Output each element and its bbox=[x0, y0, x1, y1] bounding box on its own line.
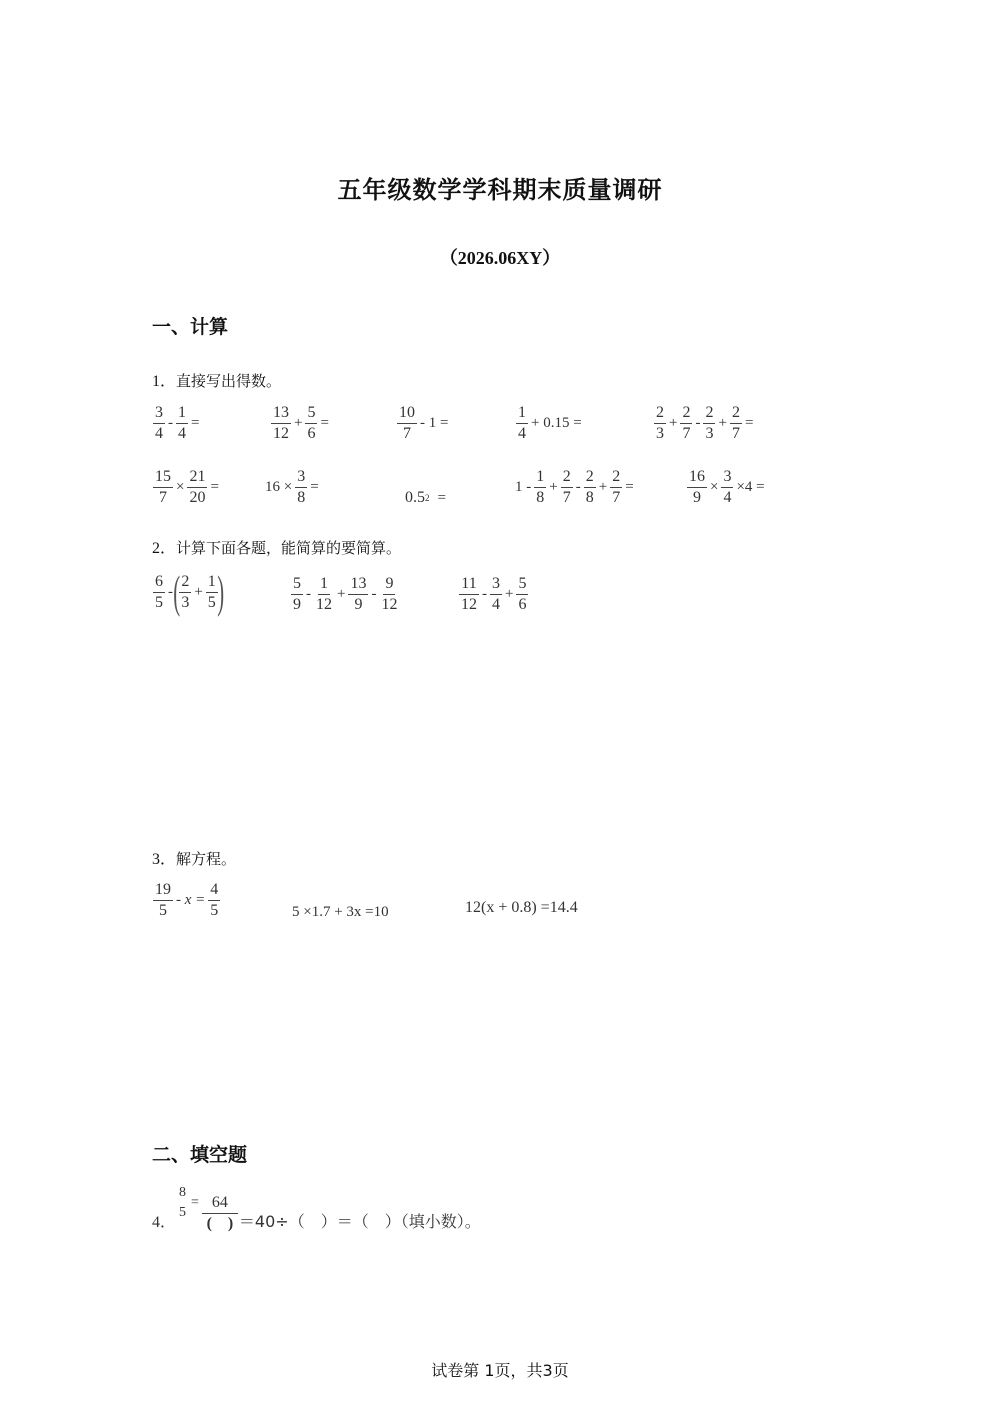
calculation-1: $\frac{6}{5}$ - ( $\frac{2}{3}$ + $\frac{1}{5}$ ) bbox=[155, 566, 224, 617]
expression-6: $\frac{15}{7}$ × $\frac{21}{20}$ = bbox=[155, 468, 219, 506]
expression-10: $\frac{16}{9}$ × $\frac{3}{4}$ ×4 = bbox=[689, 468, 765, 506]
equation-3: 12(x + 0.8) =14.4 bbox=[465, 899, 578, 916]
section-fill-blank-heading: 二、填空题 bbox=[152, 1144, 248, 1166]
equation-2: 5 ×1.7 + 3x =10 bbox=[292, 904, 389, 920]
question-1-number: 1． bbox=[152, 373, 177, 390]
calculation-2: $\frac{5}{9}$ - $\frac{1}{12}$ + $\frac{13}{9}$ - $\frac{9}{12}$ bbox=[293, 575, 398, 613]
question-1 bbox=[152, 368, 281, 391]
question-4-number: 4． bbox=[152, 1214, 177, 1231]
question-4: 4． 8 5 = $\frac{64}{( )}$ ＝40÷（ ）＝（ ）（填小数）。 bbox=[152, 1184, 481, 1232]
question-2 bbox=[152, 535, 401, 558]
question-2-number: 2． bbox=[152, 540, 177, 557]
question-2-text: 计算下面各题，能简算的要简算。 bbox=[176, 539, 402, 557]
expression-2: $\frac{13}{12}$ + $\frac{5}{6}$ = bbox=[273, 404, 329, 442]
question-3 bbox=[152, 846, 236, 869]
expression-1: $\frac{3}{4}$ - $\frac{1}{4}$ = bbox=[155, 404, 200, 442]
expression-8: 0.5 2 = bbox=[405, 489, 446, 506]
question-4-blanks: ＝40÷（ ）＝（ ）（填小数）。 bbox=[238, 1212, 481, 1231]
expression-3: $\frac{10}{7}$ - 1 = bbox=[399, 404, 449, 442]
exam-code: （2026.06XY） bbox=[439, 248, 561, 268]
page-footer: 试卷第 1页，共3页 bbox=[431, 1361, 569, 1380]
expression-7: 16 × $\frac{3}{8}$ = bbox=[265, 468, 319, 506]
calculation-3: $\frac{11}{12}$ - $\frac{3}{4}$ + $\frac{5}{6}$ bbox=[461, 575, 527, 613]
question-1-text: 直接写出得数。 bbox=[176, 372, 282, 390]
equation-1: $\frac{19}{5}$ - x = $\frac{4}{5}$ bbox=[155, 881, 219, 919]
section-calculation-heading: 一、计算 bbox=[152, 316, 229, 338]
page-title: 五年级数学学科期末质量调研 bbox=[337, 176, 663, 204]
question-3-text: 解方程。 bbox=[176, 850, 237, 868]
question-3-number: 3． bbox=[152, 851, 177, 868]
expression-5: $\frac{2}{3}$ + $\frac{2}{7}$ - $\frac{2}{3}$ + $\frac{2}{7}$ = bbox=[656, 404, 754, 442]
expression-4: $\frac{1}{4}$ + 0.15 = bbox=[518, 404, 582, 442]
expression-9: 1 - $\frac{1}{8}$ + $\frac{2}{7}$ - $\frac{2}{8}$ + $\frac{2}{7}$ = bbox=[515, 468, 634, 506]
